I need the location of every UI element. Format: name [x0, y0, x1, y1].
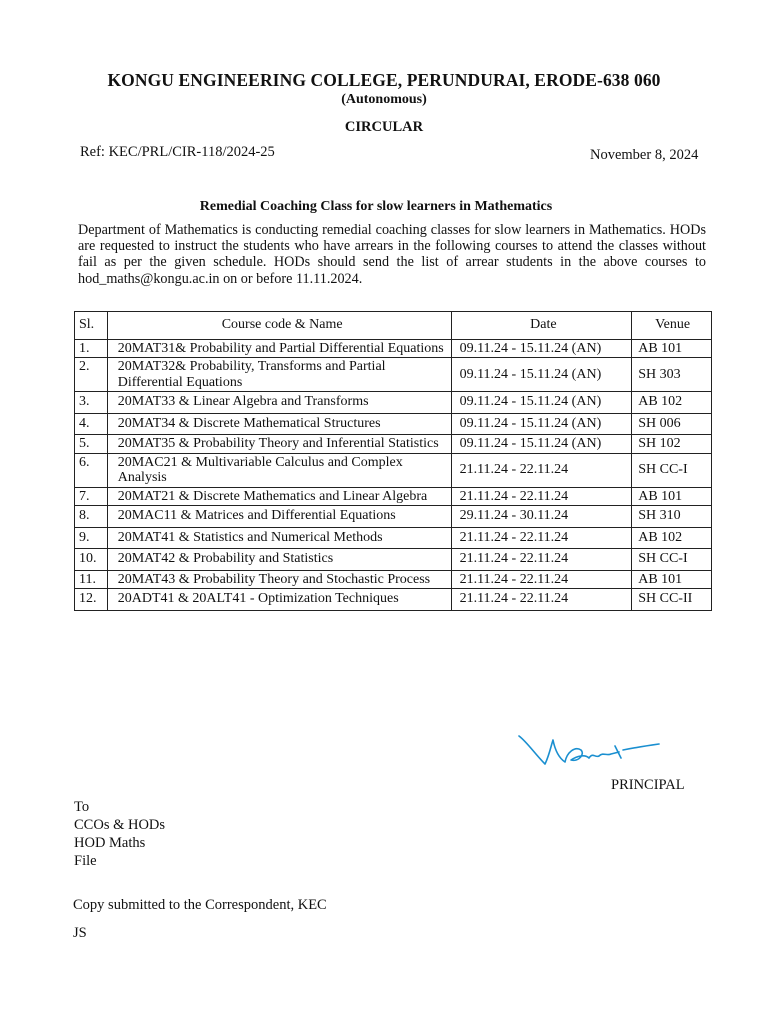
header-date: Date [451, 312, 632, 340]
college-name: KONGU ENGINEERING COLLEGE, PERUNDURAI, ERODE-638 060 [107, 70, 661, 90]
schedule-table [74, 311, 712, 611]
table-row [75, 435, 712, 454]
body-paragraph: Department of Mathematics is conducting remedial coaching classes for slow learners in Mathematics. HODs are requested to instruct the students who have arrears in the following courses to attend the classes without fail as per the given schedule. HODs should send the list of arrear students in the above courses to hod_maths@kongu.ac.in on or before 11.11.2024. [78, 222, 706, 287]
cell-sl: 7. [75, 487, 108, 506]
initials: JS [73, 925, 87, 941]
cell-sl: 3. [75, 392, 108, 414]
cell-date: 09.11.24 - 15.11.24 (AN) [451, 435, 632, 454]
cell-course: 20MAT34 & Discrete Mathematical Structures [107, 413, 451, 435]
cell-sl: 5. [75, 435, 108, 454]
signatory-title: PRINCIPAL [611, 777, 685, 793]
table-row [75, 392, 712, 414]
recipient: HOD Maths [74, 835, 146, 851]
cell-sl: 6. [75, 453, 108, 487]
cell-sl: 8. [75, 506, 108, 528]
cell-venue: SH 310 [632, 506, 712, 528]
cell-date: 21.11.24 - 22.11.24 [451, 570, 632, 589]
table-row [75, 453, 712, 487]
cell-sl: 4. [75, 413, 108, 435]
cell-sl: 9. [75, 527, 108, 549]
cell-date: 29.11.24 - 30.11.24 [451, 506, 632, 528]
subject-heading [0, 199, 768, 215]
recipient: CCOs & HODs [74, 817, 166, 833]
cell-venue: SH CC-I [632, 549, 712, 571]
header-sl: Sl. [75, 312, 108, 340]
cell-venue: SH CC-II [632, 589, 712, 611]
cell-date: 09.11.24 - 15.11.24 (AN) [451, 413, 632, 435]
cell-venue: SH 102 [632, 435, 712, 454]
table-header-row [75, 312, 712, 340]
cell-venue: AB 102 [632, 392, 712, 414]
cell-course: 20MAT21 & Discrete Mathematics and Linear Algebra [107, 487, 451, 506]
cell-course: 20MAC21 & Multivariable Calculus and Complex Analysis [107, 453, 451, 487]
cell-date: 21.11.24 - 22.11.24 [451, 527, 632, 549]
cell-sl: 1. [75, 339, 108, 358]
cell-venue: SH 303 [632, 358, 712, 392]
table-row [75, 358, 712, 392]
cell-venue: AB 101 [632, 339, 712, 358]
cell-date: 09.11.24 - 15.11.24 (AN) [451, 392, 632, 414]
table-row [75, 589, 712, 611]
distribution-list [74, 798, 165, 870]
copy-note: Copy submitted to the Correspondent, KEC [73, 897, 327, 913]
table-row [75, 339, 712, 358]
cell-course: 20MAT33 & Linear Algebra and Transforms [107, 392, 451, 414]
cell-date: 21.11.24 - 22.11.24 [451, 589, 632, 611]
cell-venue: AB 101 [632, 487, 712, 506]
cell-date: 09.11.24 - 15.11.24 (AN) [451, 339, 632, 358]
cell-course: 20MAT43 & Probability Theory and Stochastic Process [107, 570, 451, 589]
cell-course: 20ADT41 & 20ALT41 - Optimization Techniques [107, 589, 451, 611]
subject-text: Remedial Coaching Class for slow learners in Mathematics [199, 199, 553, 214]
cell-date: 21.11.24 - 22.11.24 [451, 487, 632, 506]
to-label: To [74, 799, 90, 815]
table-row [75, 527, 712, 549]
principal-signature [515, 728, 665, 776]
cell-date: 21.11.24 - 22.11.24 [451, 549, 632, 571]
table-row [75, 487, 712, 506]
cell-course: 20MAT31& Probability and Partial Differential Equations [107, 339, 451, 358]
autonomous-label: (Autonomous) [341, 92, 427, 107]
cell-venue: AB 101 [632, 570, 712, 589]
cell-sl: 10. [75, 549, 108, 571]
cell-venue: SH CC-I [632, 453, 712, 487]
cell-date: 21.11.24 - 22.11.24 [451, 453, 632, 487]
table-row [75, 506, 712, 528]
header-course: Course code & Name [107, 312, 451, 340]
cell-course: 20MAT41 & Statistics and Numerical Methods [107, 527, 451, 549]
circular-date: November 8, 2024 [590, 147, 699, 163]
cell-course: 20MAT35 & Probability Theory and Inferential Statistics [107, 435, 451, 454]
cell-venue: SH 006 [632, 413, 712, 435]
table-row [75, 549, 712, 571]
cell-course: 20MAC11 & Matrices and Differential Equations [107, 506, 451, 528]
cell-course: 20MAT42 & Probability and Statistics [107, 549, 451, 571]
table-row [75, 570, 712, 589]
recipient: File [74, 853, 97, 869]
cell-date: 09.11.24 - 15.11.24 (AN) [451, 358, 632, 392]
reference-number: Ref: KEC/PRL/CIR-118/2024-25 [80, 144, 275, 160]
table-row [75, 413, 712, 435]
cell-sl: 2. [75, 358, 108, 392]
cell-venue: AB 102 [632, 527, 712, 549]
document-type: CIRCULAR [344, 119, 424, 135]
cell-sl: 11. [75, 570, 108, 589]
cell-sl: 12. [75, 589, 108, 611]
header-venue: Venue [632, 312, 712, 340]
cell-course: 20MAT32& Probability, Transforms and Partial Differential Equations [107, 358, 451, 392]
